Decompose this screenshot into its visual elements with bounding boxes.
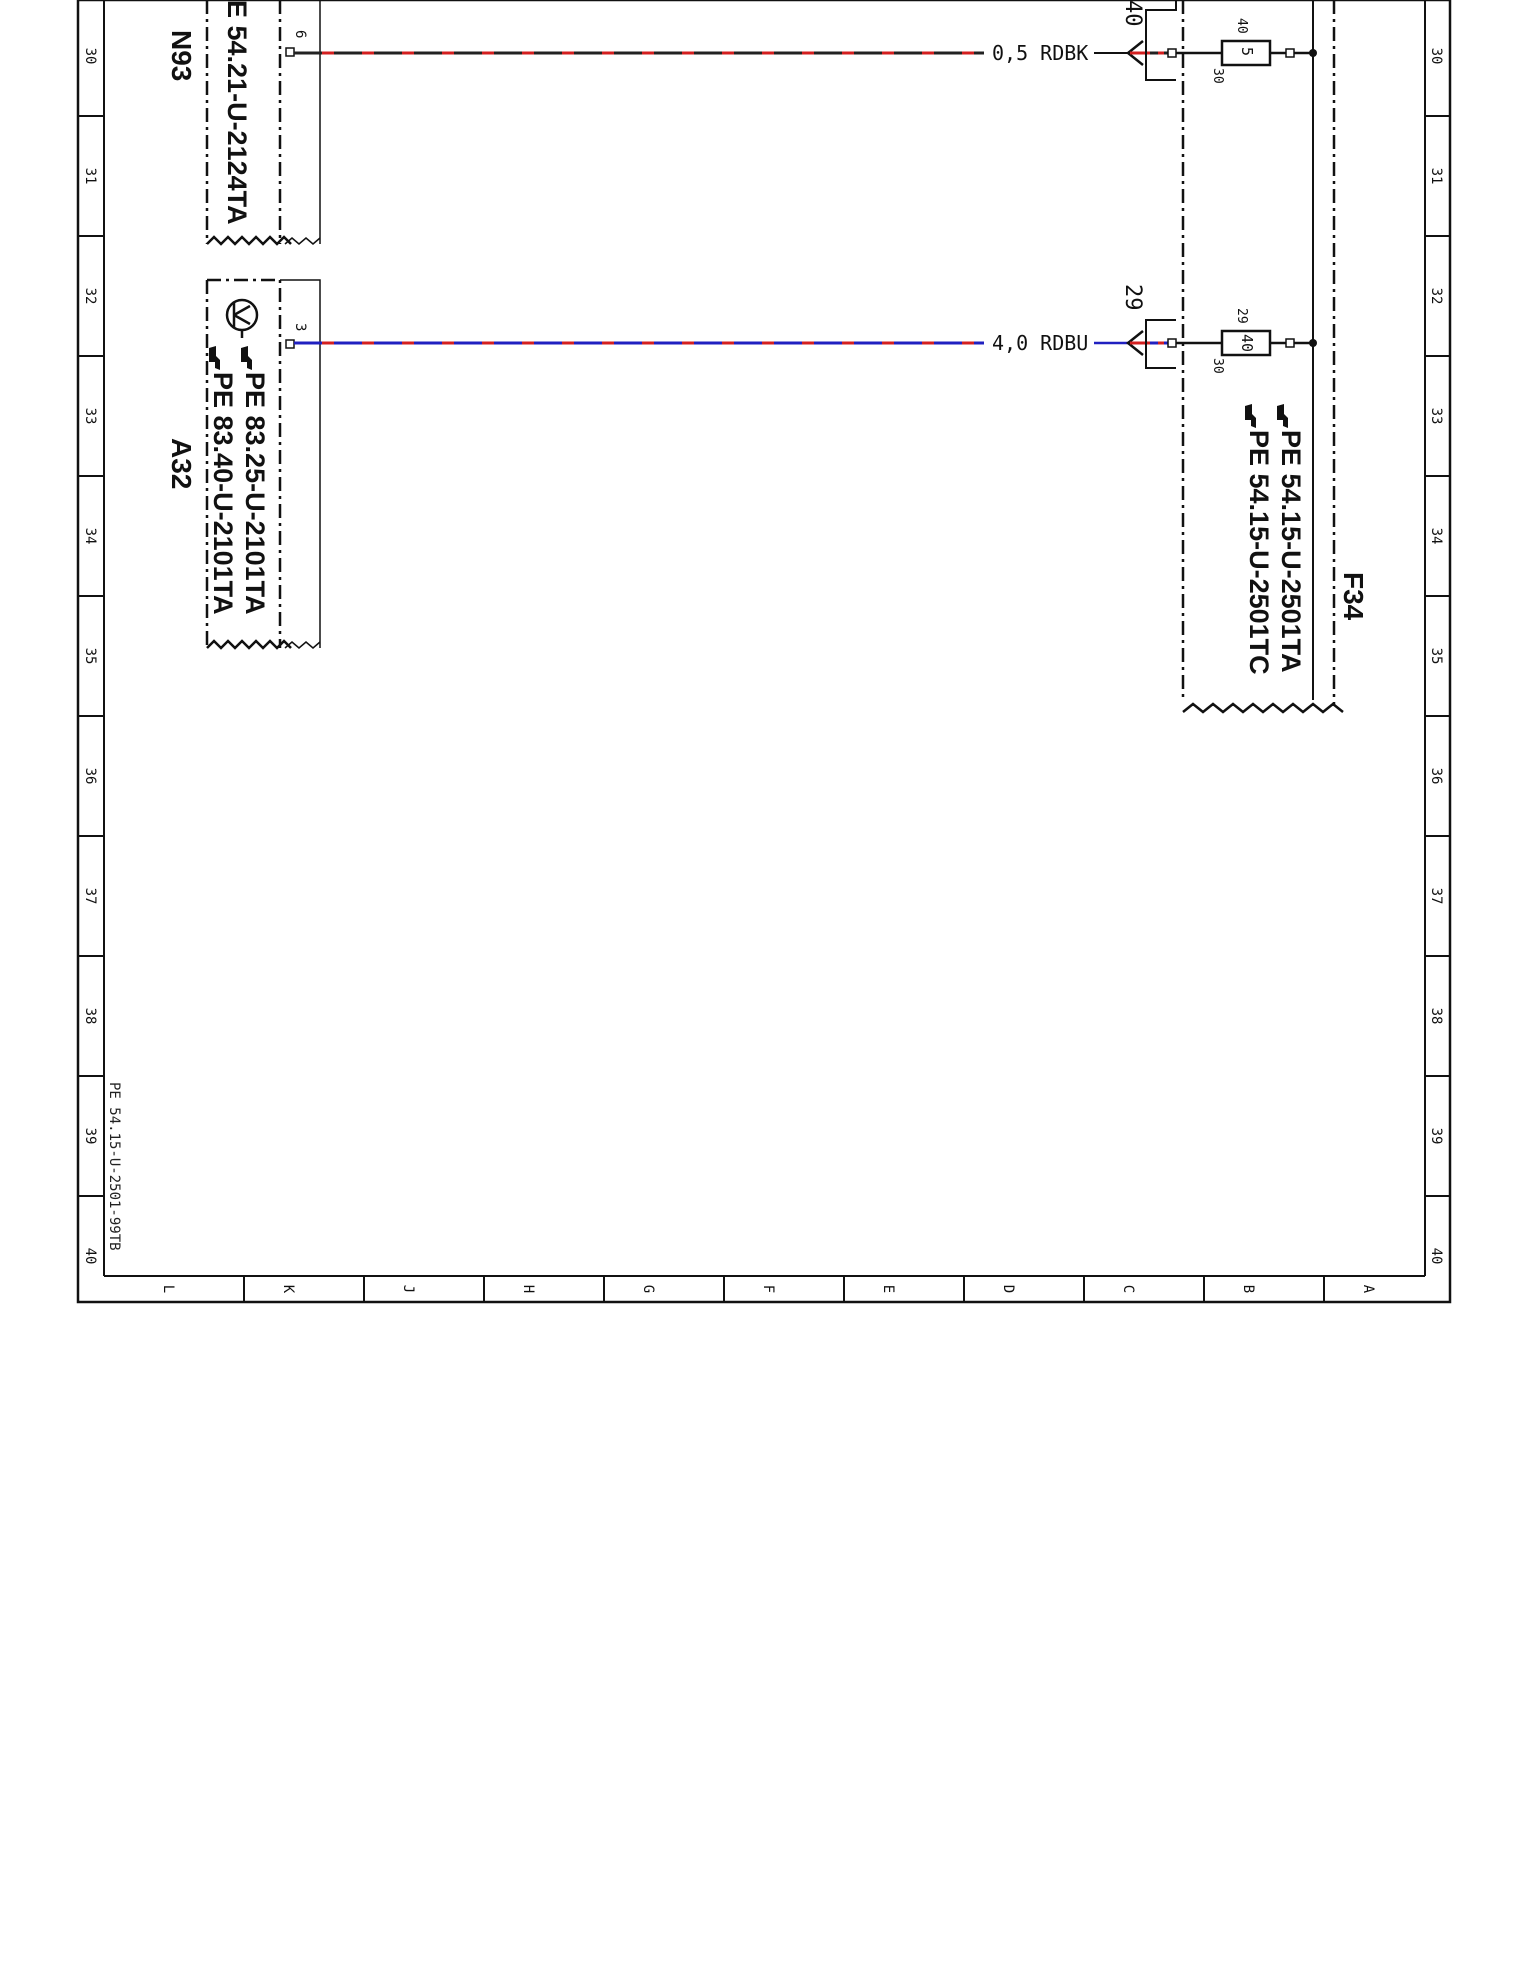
row-label-39-right: 39 (1428, 1127, 1444, 1145)
sheet-reference: PE 54.15-U-2501-99TB (106, 1082, 122, 1251)
row-label-40-right: 40 (1428, 1247, 1444, 1265)
wire-rdbu (294, 331, 1174, 355)
pointing-hand-icon (1277, 404, 1288, 428)
column-label-f: F (760, 1284, 776, 1294)
wire-rdbk-label: 0,5 RDBK (992, 41, 1089, 65)
row-label-37-left: 37 (82, 887, 98, 905)
row-label-33-left: 33 (82, 407, 98, 425)
wire-rdbu-label: 4,0 RDBU (992, 331, 1089, 355)
row-label-34-right: 34 (1428, 527, 1444, 545)
row-label-38-left: 38 (82, 1007, 98, 1025)
fuse-40a-bottom-pin: 30 (1210, 358, 1225, 374)
pointing-hand-icon (1245, 404, 1256, 428)
row-label-39-left: 39 (82, 1127, 98, 1145)
fuse-40a-rating: 40 (1238, 334, 1256, 353)
row-label-37-right: 37 (1428, 887, 1444, 905)
column-label-e: E (880, 1284, 896, 1294)
n93-label: N93 (166, 30, 197, 82)
column-label-k: K (280, 1284, 296, 1294)
column-label-b: B (1240, 1284, 1256, 1294)
connector-pin-29: 29 (1120, 284, 1145, 311)
a32-doc-ref-1: PE 83.25-U-2101TA (240, 372, 270, 615)
component-n93 (166, 0, 320, 244)
component-a32 (166, 280, 320, 648)
row-label-38-right: 38 (1428, 1007, 1444, 1025)
column-label-g: G (640, 1284, 656, 1294)
f34-doc-ref-1: PE 54.15-U-2501TA (1276, 430, 1306, 673)
pointing-hand-icon (209, 346, 220, 370)
a32-label: A32 (166, 438, 197, 490)
wire-rdbk (294, 41, 1174, 65)
column-label-a: A (1360, 1284, 1376, 1294)
n93-doc-ref: E 54.21-U-2124TA (222, 0, 252, 225)
component-f34 (1120, 0, 1369, 712)
fuse-5a-top-pin: 40 (1234, 18, 1249, 34)
column-label-d: D (1000, 1284, 1016, 1294)
row-label-36-left: 36 (82, 767, 98, 785)
f34-doc-ref-2: PE 54.15-U-2501TC (1244, 430, 1274, 675)
row-label-31-left: 31 (82, 167, 98, 185)
fuse-5a-bottom-pin: 30 (1210, 68, 1225, 84)
row-label-33-right: 33 (1428, 407, 1444, 425)
column-label-l: L (160, 1284, 176, 1294)
a32-pin: 3 (292, 323, 308, 332)
column-label-h: H (520, 1284, 536, 1294)
row-label-35-left: 35 (82, 647, 98, 665)
f34-label: F34 (1338, 572, 1369, 621)
row-label-30-left: 30 (82, 47, 98, 65)
transistor-symbol-icon (227, 300, 257, 338)
column-label-c: C (1120, 1284, 1136, 1294)
row-label-30-right: 30 (1428, 47, 1444, 65)
fuse-5a-rating: 5 (1238, 47, 1256, 57)
pointing-hand-icon (241, 346, 252, 370)
column-label-j: J (400, 1284, 416, 1294)
row-label-35-right: 35 (1428, 647, 1444, 665)
row-label-40-left: 40 (82, 1247, 98, 1265)
row-label-31-right: 31 (1428, 167, 1444, 185)
row-label-34-left: 34 (82, 527, 98, 545)
row-label-32-left: 32 (82, 287, 98, 305)
row-label-36-right: 36 (1428, 767, 1444, 785)
connector-pin-40: 40 (1120, 0, 1145, 27)
row-label-32-right: 32 (1428, 287, 1444, 305)
a32-doc-ref-2: PE 83.40-U-2101TA (208, 372, 238, 615)
fuse-40a-top-pin: 29 (1234, 308, 1249, 324)
n93-pin: 6 (292, 30, 308, 39)
